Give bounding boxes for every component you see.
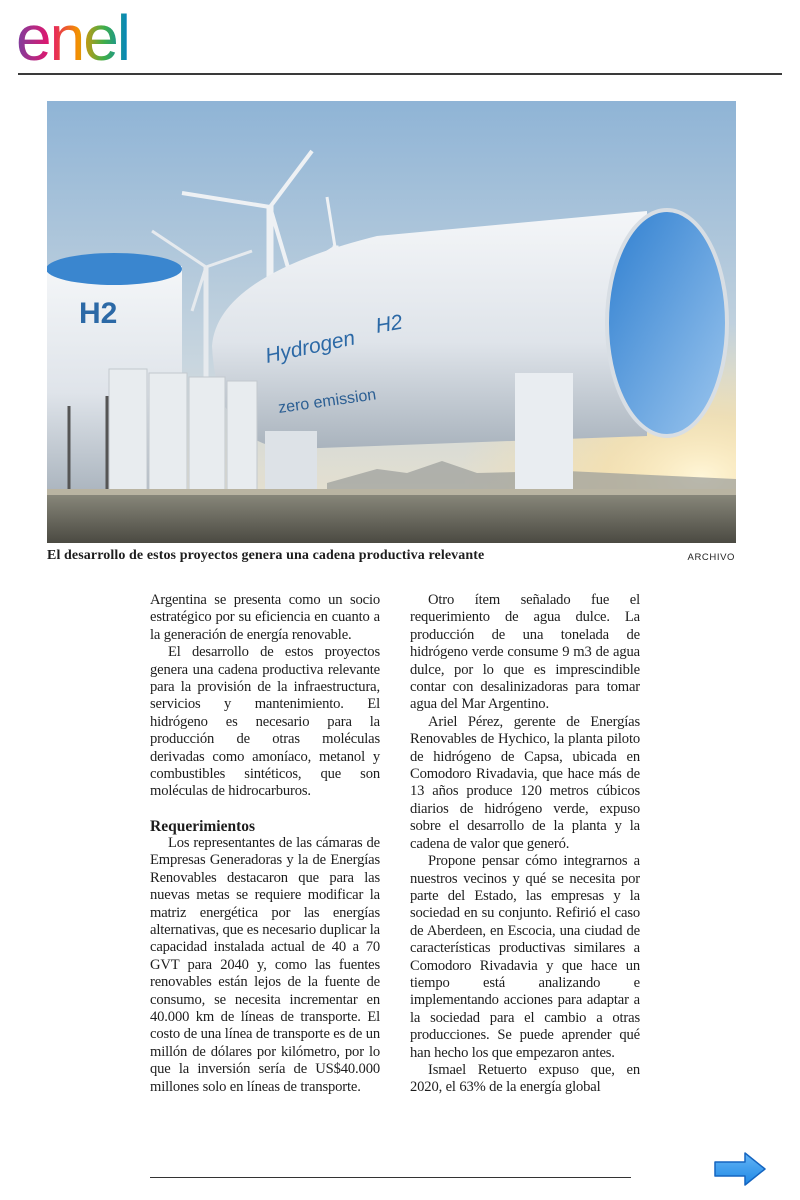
arrow-right-icon[interactable]	[713, 1151, 767, 1187]
article-column-left	[150, 592, 380, 1096]
paragraph: Ismael Retuerto expuso que, en 2020, el 63% de la energía global	[410, 1061, 640, 1096]
header-divider	[18, 73, 782, 75]
svg-text:H2: H2	[373, 310, 405, 338]
svg-text:Hydrogen: Hydrogen	[263, 326, 358, 368]
photo-caption: El desarrollo de estos proyectos genera una cadena productiva relevante	[47, 548, 485, 563]
subheading: Requerimientos	[150, 817, 256, 835]
footer-divider	[150, 1177, 631, 1178]
photo-credit: ARCHIVO	[687, 552, 735, 563]
svg-text:zero emission: zero emission	[277, 386, 378, 417]
article-column-right	[410, 592, 640, 1097]
enel-logo	[16, 6, 186, 68]
svg-text:enel: enel	[16, 6, 129, 68]
paragraph: El desarrollo de estos proyectos genera una cadena productiva relevante para la provisión de la infraestructura, servicios y mantenimiento. El hidrógeno es necesario para la producción de otras moléculas derivadas como amoníaco, metanol y combustibles sintéticos, que son moléculas de hidrocarburos.	[150, 644, 380, 800]
svg-text:H2: H2	[79, 297, 118, 330]
paragraph: Otro ítem señalado fue el requerimiento de agua dulce. La producción de una tonelada de hidrógeno verde consume 9 m3 de agua dulce, por lo que es imprescindible contar con desalinizadoras para tomar agua del Mar Argentino.	[410, 592, 640, 713]
paragraph: Los representantes de las cámaras de Empresas Generadoras y la de Energías Renovables destacaron que para las nuevas metas se requiere modificar la matriz energética por las energías alternativas, que es necesario duplicar la capacidad instalada actual de 40 a 70 GVT para 2040 y, como las fuentes renovables están lejos de la fuente de consumo, se necesita incrementar en 40.000 km de líneas de transporte. El costo de una línea de transporte es de un millón de dólares por kilómetro, por lo que la inversión sería de US$40.000 millones solo en líneas de transporte.	[150, 834, 380, 1095]
paragraph: Propone pensar cómo integrarnos a nuestros vecinos y qué se necesita por parte del Estado, las empresas y la sociedad en su conjunto. Refirió el caso de Aberdeen, en Escocia, una ciudad de características productivas similares a Comodoro Rivadavia y que hace un tiempo está analizando e implementando acciones para adaptar a la sociedad para el cambio a otras producciones. Se puede aprender qué han hecho los que empezaron antes.	[410, 853, 640, 1061]
paragraph: Argentina se presenta como un socio estratégico por su eficiencia en cuanto a la generación de energía renovable.	[150, 592, 380, 643]
hydrogen-tank-photo	[47, 101, 736, 543]
paragraph: Ariel Pérez, gerente de Energías Renovables de Hychico, la planta piloto de hidrógeno de Capsa, ubicada en Comodoro Rivadavia, que hace más de 13 años produce 120 metros cúbicos diarios de hidrógeno verde, expuso sobre el desarrollo de la planta y la cadena de valor que generó.	[410, 713, 640, 852]
